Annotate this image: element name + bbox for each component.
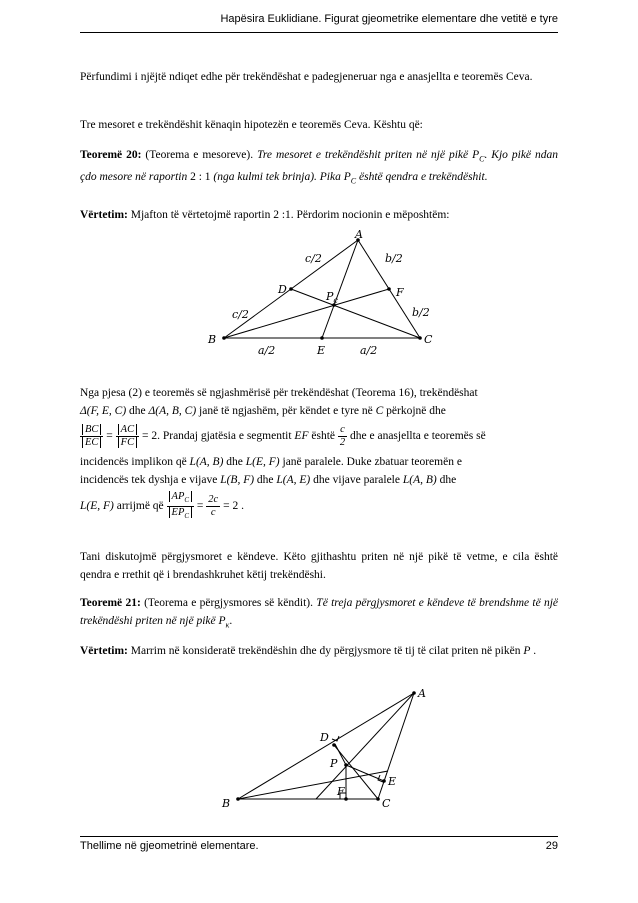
median-ae [322,240,358,338]
label-e: E [317,344,326,357]
theorem-21: Teoremë 21: (Teorema e përgjysmores së këndit). Të treja përgjysmoret e këndeve të brendshme të një trekëndëshi priten në një pikë $P_\kappa$. [80,597,559,630]
theorem-20-point: $P_C$ [472,149,485,164]
theorem-20 [80,146,558,191]
running-header: Hapësira Euklidiane. Figurat gjeometrike elementare dhe vetitë e tyre [220,13,558,25]
page-number: 29 [545,840,558,852]
fraction-apc-epc: $\frac{AP_C}{EP_C}$ [167,491,195,522]
label-a: A [418,687,426,700]
footer-rule [80,836,558,837]
label-e: E [388,775,397,788]
label-d: D [278,283,287,296]
proof-line-5: incidencës tek dyshja e vijave L(B, F) dhe L(A, E) dhe vijave paralele L(A, B) dhe [80,474,457,486]
proof-1-body [80,384,558,522]
proof-line-3: $\frac{BC}{EC}$ = $\frac{AC}{FC}$ = 2. Prandaj gjatësia e segmentit EF është $\frac{c}{2}$ dhe e anasjellta e teoremës së [80,424,558,449]
label-d: D [320,731,329,744]
theorem-20-text-b: . Kjo pikë ndan çdo mesore në raportin [80,149,559,184]
label-b2-upper: b/2 [385,252,403,265]
proof-line-2: Δ(F, E, C) dhe Δ(A, B, C) janë të ngjashëm, për këndet e tyre në C përkojnë dhe [80,405,446,417]
theorem-20-text-d: është qendra e trekëndëshit. [358,171,488,184]
label-f: F [337,785,345,798]
header-rule [80,32,558,33]
paragraph-ceva-converse: Përfundimi i njëjtë ndiqet edhe për trekëndëshat e padegjeneruar nga e anasjellta e teoremës Ceva. [80,71,533,83]
theorem-20-name: (Teorema e mesoreve). [145,149,254,161]
proof-1-label: Vërtetim: [80,209,128,221]
theorem-21-name: (Teorema e përgjysmores së këndit). [144,597,313,609]
fraction-2c-c: $\frac{2c}{c}$ [208,494,219,519]
proof-line-6: L(E, F) arrijmë që $\frac{AP_C}{EP_C}$ = $\frac{2c}{c}$ = 2 . [80,491,244,521]
fraction-bc-ec: $\frac{BC}{EC}$ [80,424,103,449]
footer-title: Thellime në gjeometrinë elementare. [80,840,259,852]
proof-1-text: Mjafton të vërtetojmë raportin 2 :1. Përdorim nocionin e mëposhtëm: [130,209,450,221]
label-b: B [208,333,217,346]
label-b: B [222,797,231,810]
label-c: C [424,333,433,346]
proof-2-label: Vërtetim: [80,645,128,657]
label-p: P [330,757,338,770]
fraction-c-2: $\frac{c}{2}$ [339,424,346,448]
paragraph-bisectors: Tani diskutojmë përgjysmoret e këndeve. Këto gjithashtu priten në një pikë të vetme, e cila është qendra e rrethit që i brendashkruhet këtij trekëndëshi. [80,551,558,581]
label-a2-right: a/2 [360,344,378,357]
theorem-21-text: Të treja përgjysmoret e këndeve të brendshme të një trekëndëshi priten në një pikë [80,597,559,627]
label-b2-lower: b/2 [412,306,430,319]
label-c: C [382,797,391,810]
proof-line-1: Nga pjesa (2) e teoremës së ngjashmërisë për trekëndëshat (Teorema 16), trekëndëshat [80,387,478,399]
label-a2-left: a/2 [258,344,276,357]
paragraph-medians-intro: Tre mesoret e trekëndëshit kënaqin hipotezën e teoremës Ceva. Kështu që: [80,119,423,131]
medians-figure [190,228,450,360]
right-angle-d [332,736,339,741]
proof-2: Vërtetim: Marrim në konsideratë trekëndëshin dhe dy përgjysmore të tij të cilat priten në pikën P . [80,645,537,657]
theorem-20-text-c: (nga kulmi tek brinja). Pika [213,171,341,184]
theorem-20-label: Teoremë 20: [80,149,142,161]
theorem-20-ratio: 2 : 1 [190,171,211,184]
fraction-ac-fc: $\frac{AC}{FC}$ [116,424,139,449]
label-pc: $P_c$ [326,290,338,305]
label-f: F [396,286,404,299]
proof-line-4: incidencës implikon që L(A, B) dhe L(E, F) janë paralele. Duke zbatuar teoremën e [80,456,462,468]
proof-2-text: Marrim në konsideratë trekëndëshin dhe dy përgjysmore të tij të cilat priten në pikën [130,645,521,657]
label-c2-upper: c/2 [305,252,322,265]
theorem-20-point-2: $P_C$ [343,171,357,186]
theorem-21-label: Teoremë 21: [80,597,141,609]
label-a: A [355,228,363,241]
label-c2-lower: c/2 [232,308,249,321]
bisectors-figure [220,683,440,813]
theorem-21-point: $P_\kappa$ [218,615,230,630]
proof-1 [80,206,558,224]
theorem-20-text-a: Tre mesoret e trekëndëshit priten në një pikë [257,149,469,161]
